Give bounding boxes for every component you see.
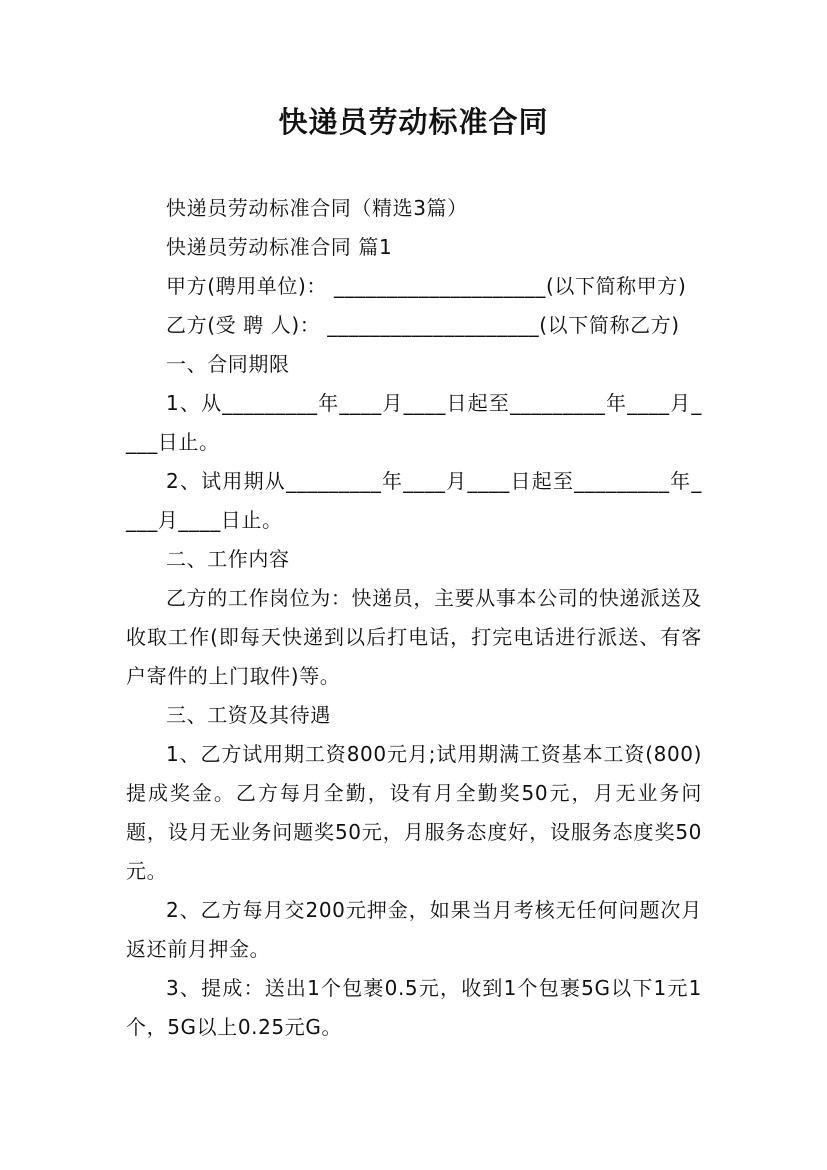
party-b-line: 乙方(受 聘 人)： ____________________(以下简称乙方): [166, 313, 680, 337]
salary-item-3: 3、提成：送出1个包裹0.5元，收到1个包裹5G以下1元1个，5G以上0.25元G。: [126, 976, 702, 1039]
salary-item-2: 2、乙方每月交200元押金，如果当月考核无任何问题次月返还前月押金。: [126, 898, 702, 961]
party-a-line: 甲方(聘用单位)： ____________________(以下简称甲方): [166, 274, 687, 298]
section-heading-part1: 快递员劳动标准合同 篇1: [166, 235, 393, 259]
salary-item-1: 1、乙方试用期工资800元月;试用期满工资基本工资(800)提成奖金。乙方每月全勤，设有月全勤奖50元，月无业务问题，设月无业务问题奖50元，月服务态度好，设服务态度奖50元。: [126, 742, 702, 883]
work-content-paragraph: 乙方的工作岗位为：快递员，主要从事本公司的快递派送及收取工作(即每天快递到以后打电话，打完电话进行派送、有客户寄件的上门取件)等。: [126, 586, 702, 688]
subtitle-line: 快递员劳动标准合同（精选3篇）: [166, 196, 468, 220]
document-title: 快递员劳动标准合同: [278, 105, 549, 139]
clause-heading-work: 二、工作内容: [166, 547, 290, 571]
document-body: [126, 189, 702, 1047]
clause-heading-salary: 三、工资及其待遇: [166, 703, 331, 727]
clause-heading-term: 一、合同期限: [166, 352, 290, 376]
term-item-2: 2、试用期从_________年____月____日起至_________年____月____日止。: [126, 469, 702, 532]
term-item-1: 1、从_________年____月____日起至_________年____月____日止。: [126, 391, 702, 454]
